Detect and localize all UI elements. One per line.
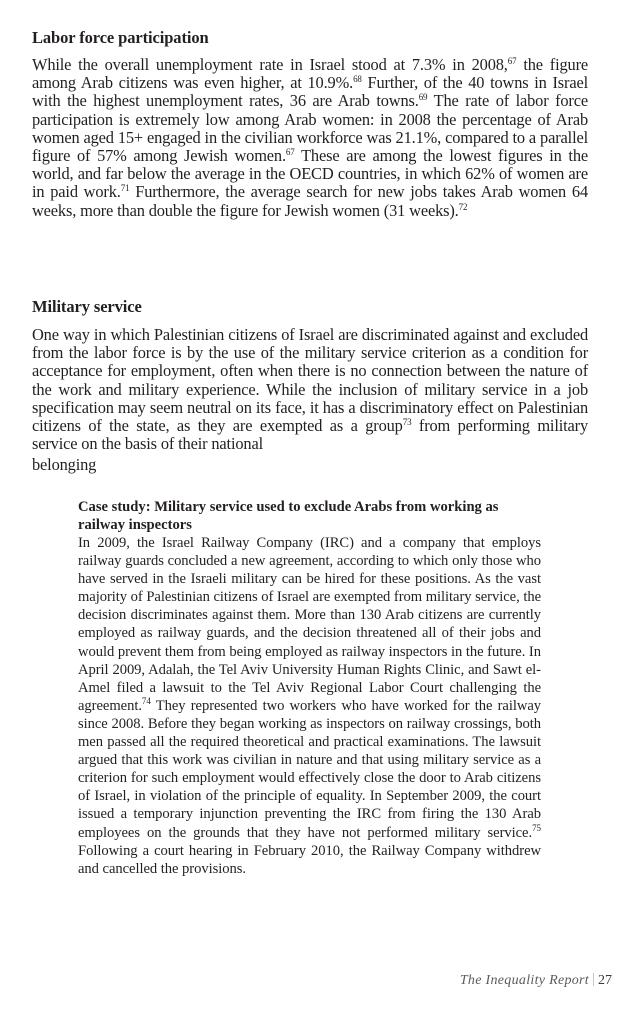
case-study-title: Case study: Military service used to exclude Arabs from working as railway inspectors — [78, 499, 499, 533]
footer-divider — [593, 973, 594, 986]
section-heading: Military service — [32, 297, 142, 316]
text-run-last-line: belonging — [32, 455, 97, 475]
text-run: the figure among Arab citizens was even higher, at 10.9%. — [32, 55, 588, 93]
footnote-ref: 69 — [418, 92, 428, 103]
footnote-ref: 71 — [120, 183, 130, 194]
section-heading: Labor force participation — [32, 28, 209, 47]
footer-report-title: The Inequality Report — [459, 973, 589, 988]
footnote-ref: 75 — [532, 822, 541, 833]
text-run: The rate of labor force participation is extremely low among Arab women: in 2008 the percentage of Arab women aged 15+ engaged in the civilian workforce was 21.1%, compared to a parallel figure of 57% among Jewish women. — [32, 91, 588, 166]
section-paragraph — [32, 56, 588, 220]
text-run: from performing military service on the basis of their national — [32, 416, 589, 454]
section-military-service — [32, 297, 588, 475]
footnote-ref: 67 — [507, 56, 517, 66]
footnote-ref: 73 — [402, 417, 412, 428]
case-study-box — [78, 498, 541, 878]
text-run: They represented two workers who have worked for the railway since 2008. Before they began working as inspectors on railway crossings, both men passed all the required theoretical and practical examinations. The lawsuit argued that this work was civilian in nature and that using military service as a criterion for such employment would effectively close the door to Arab citizens of Israel, in violation of the principle of equality. In September 2009, the court issued a temporary injunction preventing the IRC from firing the 130 Arab employees on the grounds that they have not performed military service. — [78, 697, 541, 841]
text-run: Following a court hearing in February 2010, the Railway Company withdrew and cancelled the provisions. — [78, 842, 541, 877]
text-run: While the overall unemployment rate in Israel stood at 7.3% in 2008, — [32, 55, 508, 74]
text-run: In 2009, the Israel Railway Company (IRC) and a company that employs railway guards concluded a new agreement, according to which only those who have served in the Israeli military can be hired for these positions. As the vast majority of Palestinian citizens of Israel are exempted from military service, the decision discriminates against them. More than 130 Arab citizens are currently employed as railway guards, and the decision threatened all of their jobs and would prevent them from being employed as railway inspectors in the future. In April 2009, Adalah, the Tel Aviv University Human Rights Clinic, and Sawt el-Amel filed a lawsuit to the Tel Aviv Regional Labor Court challenging the agreement. — [78, 535, 541, 714]
text-run: One way in which Palestinian citizens of Israel are discriminated against and excluded from the labor force is by the use of the military service criterion as a condition for acceptance for employment, often when there is no connection between the nature of the work and military experience. While the inclusion of military service in a job specification may seem neutral on its face, it has a discriminatory effect on Palestinian citizens of the state, as they are exempted as a group — [32, 325, 588, 436]
section-paragraph — [32, 326, 588, 475]
page-footer — [460, 973, 612, 989]
case-study-paragraph — [78, 534, 541, 878]
page-number: 27 — [598, 973, 612, 988]
text-run: Furthermore, the average search for new jobs takes Arab women 64 weeks, more than double the figure for Jewish women (31 weeks). — [32, 182, 588, 220]
footnote-ref: 68 — [353, 74, 362, 85]
footnote-ref: 72 — [458, 201, 468, 212]
text-run: These are among the lowest figures in the world, and far below the average in the OECD countries, in which 62% of women are in paid work. — [32, 146, 589, 202]
footnote-ref: 74 — [141, 695, 151, 706]
section-labor-force-participation — [32, 28, 588, 220]
footnote-ref: 67 — [285, 147, 295, 158]
text-run: Further, of the 40 towns in Israel with the highest unemployment rates, 36 are Arab towns. — [32, 73, 588, 111]
